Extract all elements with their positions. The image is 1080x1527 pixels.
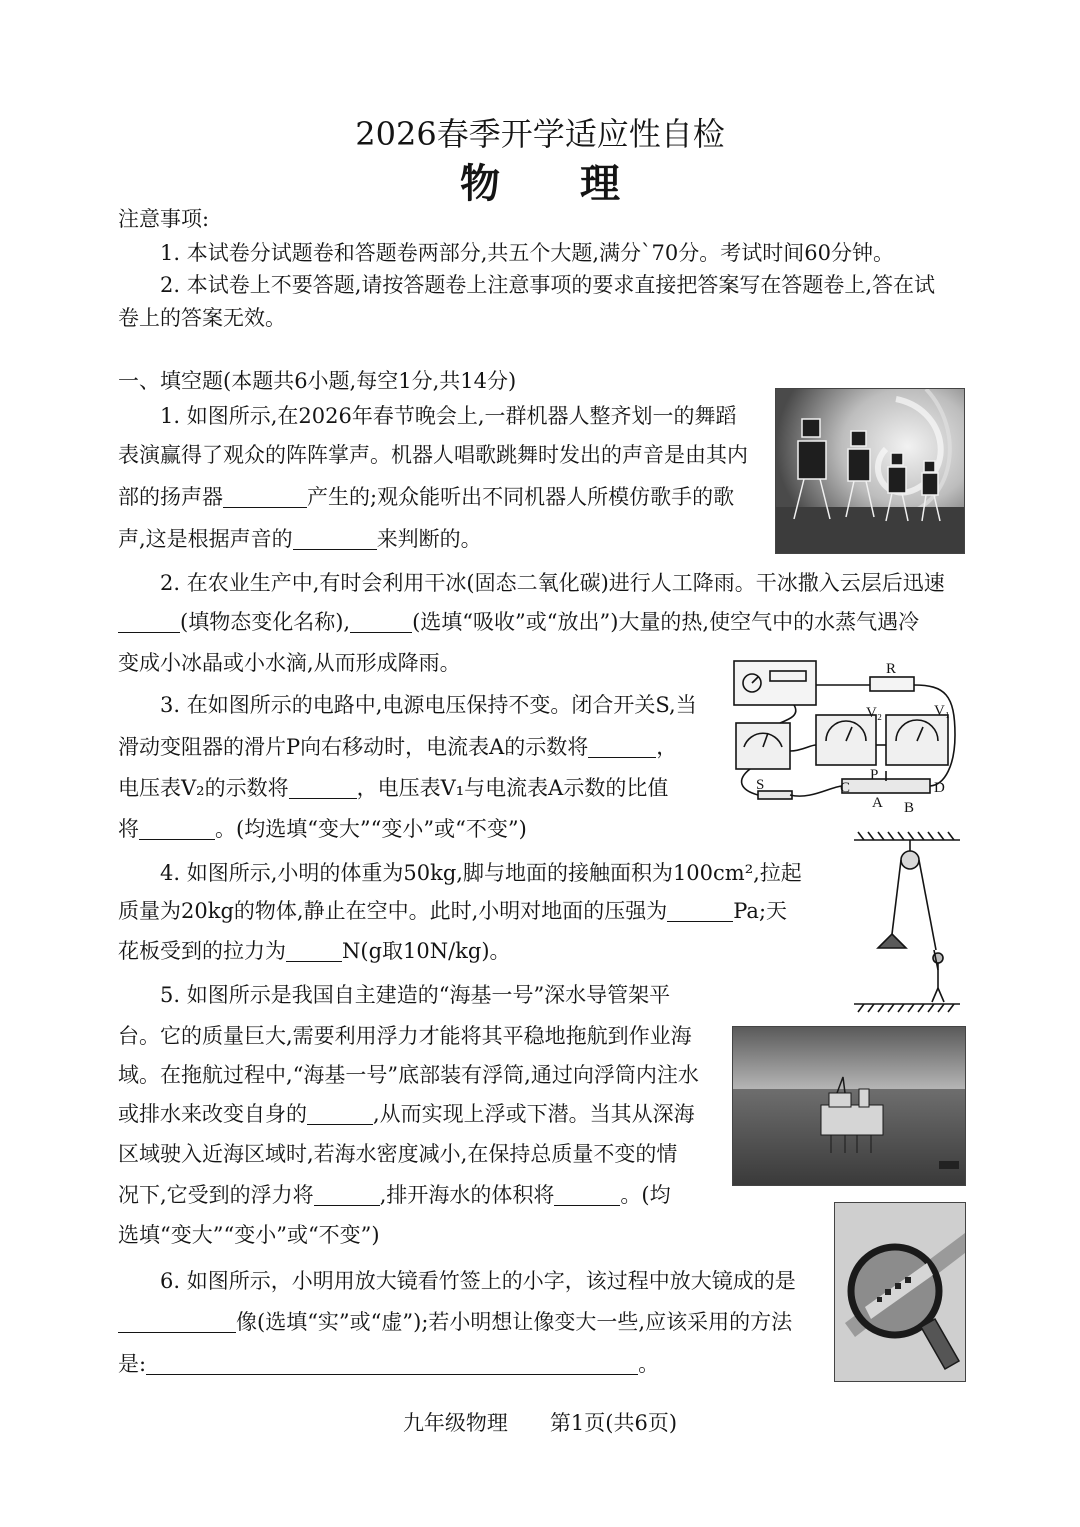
notice-item-1: 1. 本试卷分试题卷和答题卷两部分,共五个大题,满分`70分。考试时间60分钟。: [160, 241, 895, 265]
circuit-diagram: [730, 655, 966, 815]
q5-text-d: ,排开海水的体积将: [379, 1183, 555, 1207]
pulley-diagram: [850, 830, 964, 1014]
answer-blank[interactable]: [293, 527, 377, 550]
q3-text-b: ，: [656, 735, 678, 759]
answer-blank[interactable]: [350, 610, 412, 633]
q5-line-5: 区域驶入近海区域时,若海水密度减小,在保持总质量不变的情: [118, 1142, 678, 1166]
exam-title: 2026春季开学适应性自检: [355, 115, 725, 153]
notice-item-2-cont: 卷上的答案无效。: [118, 306, 286, 330]
answer-blank[interactable]: [588, 735, 656, 758]
q4-text-d: N(g取10N/kg)。: [342, 939, 511, 963]
q4-text-a: 质量为20kg的物体,静止在空中。此时,小明对地面的压强为: [118, 899, 668, 923]
answer-blank[interactable]: [289, 776, 357, 799]
magnifier-photo: [834, 1202, 966, 1382]
q3-text-a: 滑动变阻器的滑片P向右移动时，电流表A的示数将: [118, 735, 589, 759]
label-A: A: [872, 795, 883, 811]
q2-line-3: 变成小冰晶或小水滴,从而形成降雨。: [118, 651, 461, 675]
q3-text-c: 电压表V₂的示数将: [118, 776, 289, 800]
q3-text-f: 。(均选填“变大”“变小”或“不变”): [215, 817, 527, 841]
q3-text-d: ，电压表V₁与电流表A示数的比值: [356, 776, 669, 800]
q3-text-e: 将: [118, 817, 139, 841]
answer-blank[interactable]: [667, 899, 733, 922]
label-B: B: [904, 800, 915, 815]
q5-line-2: 台。它的质量巨大,需要利用浮力才能将其平稳地拖航到作业海: [118, 1024, 692, 1048]
q6-text-b: 是:: [118, 1352, 147, 1376]
q6-line-3: [118, 1349, 659, 1379]
section-heading: 一、填空题(本题共6小题,每空1分,共14分): [118, 369, 517, 393]
answer-blank[interactable]: [223, 485, 307, 508]
page-footer: 九年级物理 第1页(共6页): [402, 1411, 678, 1435]
answer-blank[interactable]: [286, 939, 342, 962]
q2-line-1: 2. 在农业生产中,有时会利用干冰(固态二氧化碳)进行人工降雨。干冰撒入云层后迅速: [160, 571, 945, 595]
label-P: P: [870, 767, 879, 783]
robot-dance-photo: [775, 388, 965, 554]
q5-text-b: ,从而实现上浮或下潜。当其从深海: [373, 1102, 695, 1126]
q5-line-1: 5. 如图所示是我国自主建造的“海基一号”深水导管架平: [160, 983, 671, 1007]
subject-title: 物 理: [460, 160, 620, 207]
q5-text-e: 。(均: [620, 1183, 671, 1207]
notice-heading: 注意事项:: [118, 207, 210, 231]
q2-text-a: (填物态变化名称),: [180, 610, 351, 634]
q5-line-3: 域。在拖航过程中,“海基一号”底部装有浮筒,通过向浮筒内注水: [118, 1063, 699, 1087]
label-C: C: [840, 780, 851, 796]
q5-line-4: [118, 1099, 695, 1129]
label-D: D: [934, 780, 945, 796]
q1-line-4: [118, 524, 482, 554]
answer-blank[interactable]: [314, 1183, 380, 1206]
q6-text-c: 。: [638, 1352, 660, 1376]
q5-line-6: [118, 1180, 671, 1210]
label-V2: V₂: [866, 705, 883, 721]
q1-text-d: 来判断的。: [376, 527, 482, 551]
q1-text-b: 产生的;观众能听出不同机器人所模仿歌手的歌: [307, 485, 735, 509]
q4-line-1: 4. 如图所示,小明的体重为50kg,脚与地面的接触面积为100cm²,拉起: [160, 861, 802, 885]
q2-line-2: [118, 607, 919, 637]
q1-line-2: 表演赢得了观众的阵阵掌声。机器人唱歌跳舞时发出的声音是由其内: [118, 443, 748, 467]
label-V1: V₁: [934, 703, 951, 719]
q6-line-1: 6. 如图所示，小明用放大镜看竹签上的小字，该过程中放大镜成的是: [160, 1269, 796, 1293]
q4-line-2: [118, 896, 787, 926]
answer-blank[interactable]: [118, 1310, 236, 1333]
q4-line-3: [118, 936, 511, 966]
q1-line-3: [118, 482, 734, 512]
q3-line-4: [118, 814, 527, 844]
q5-text-a: 或排水来改变自身的: [118, 1102, 307, 1126]
notice-item-2: 2. 本试卷上不要答题,请按答题卷上注意事项的要求直接把答案写在答题卷上,答在试: [160, 273, 936, 297]
q5-line-7: 选填“变大”“变小”或“不变”): [118, 1223, 380, 1247]
label-S: S: [756, 777, 765, 793]
offshore-platform-photo: [732, 1026, 966, 1186]
label-R: R: [886, 661, 897, 677]
q3-line-2: [118, 732, 677, 762]
q4-text-b: Pa;天: [733, 899, 788, 923]
answer-blank[interactable]: [554, 1183, 620, 1206]
q6-line-2: [118, 1307, 792, 1337]
answer-blank[interactable]: [139, 817, 215, 840]
q4-text-c: 花板受到的拉力为: [118, 939, 286, 963]
answer-blank[interactable]: [146, 1352, 638, 1375]
answer-blank[interactable]: [307, 1102, 373, 1125]
q3-line-3: [118, 773, 668, 803]
answer-blank[interactable]: [118, 610, 180, 633]
q1-line-1: 1. 如图所示,在2026年春节晚会上,一群机器人整齐划一的舞蹈: [160, 404, 737, 428]
q3-line-1: 3. 在如图所示的电路中,电源电压保持不变。闭合开关S,当: [160, 693, 697, 717]
q6-text-a: 像(选填“实”或“虚”);若小明想让像变大一些,应该采用的方法: [236, 1310, 793, 1334]
q1-text-a: 部的扬声器: [118, 485, 223, 509]
q1-text-c: 声,这是根据声音的: [118, 527, 293, 551]
q5-text-c: 况下,它受到的浮力将: [118, 1183, 314, 1207]
q2-text-b: (选填“吸收”或“放出”)大量的热,使空气中的水蒸气遇冷: [412, 610, 920, 634]
